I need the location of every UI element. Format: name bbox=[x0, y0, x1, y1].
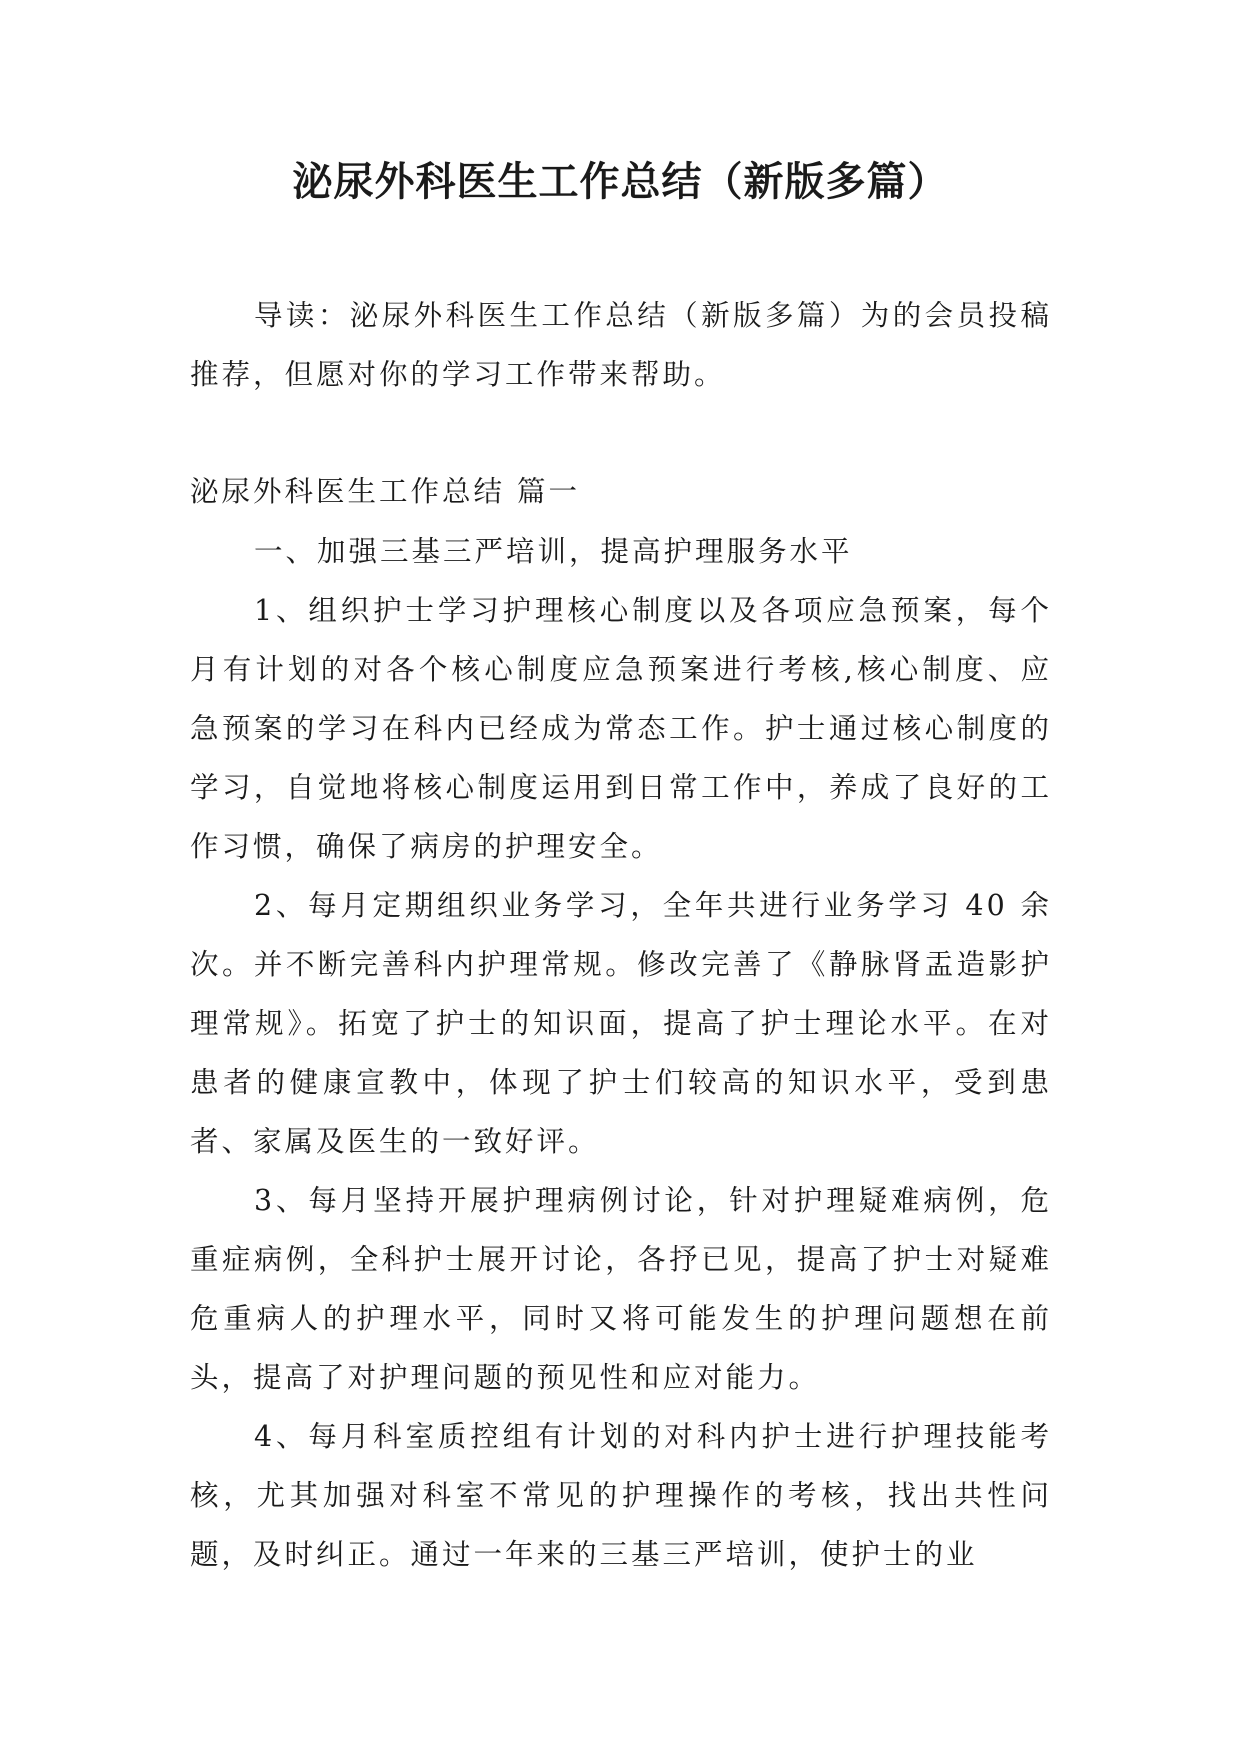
body-paragraph-1: 1、组织护士学习护理核心制度以及各项应急预案，每个月有计划的对各个核心制度应急预案进行考核,核心制度、应急预案的学习在科内已经成为常态工作。护士通过核心制度的学习，自觉地将核心制度运用到日常工作中，养成了良好的工作习惯，确保了病房的护理安全。 bbox=[190, 594, 1052, 863]
section-content bbox=[190, 522, 1052, 1584]
body-paragraph-4: 4、每月科室质控组有计划的对科内护士进行护理技能考核，尤其加强对科室不常见的护理操作的考核，找出共性问题，及时纠正。通过一年来的三基三严培训，使护士的业 bbox=[190, 1420, 1052, 1571]
body-paragraph-2: 2、每月定期组织业务学习，全年共进行业务学习 40 余次。并不断完善科内护理常规。修改完善了《静脉肾盂造影护理常规》。拓宽了护士的知识面，提高了护士理论水平。在对患者的健康宣教中，体现了护士们较高的知识水平，受到患者、家属及医生的一致好评。 bbox=[190, 889, 1052, 1158]
intro-paragraph: 导读：泌尿外科医生工作总结（新版多篇）为的会员投稿推荐，但愿对你的学习工作带来帮助。 bbox=[190, 299, 1052, 391]
subheading-paragraph: 一、加强三基三严培训，提高护理服务水平 bbox=[254, 535, 853, 568]
section-heading: 泌尿外科医生工作总结 篇一 bbox=[190, 475, 581, 508]
body-paragraph-3: 3、每月坚持开展护理病例讨论，针对护理疑难病例，危重症病例，全科护士展开讨论，各抒已见，提高了护士对疑难危重病人的护理水平，同时又将可能发生的护理问题想在前头，提高了对护理问题的预见性和应对能力。 bbox=[190, 1184, 1052, 1394]
document-title: 泌尿外科医生工作总结（新版多篇） bbox=[292, 159, 949, 205]
